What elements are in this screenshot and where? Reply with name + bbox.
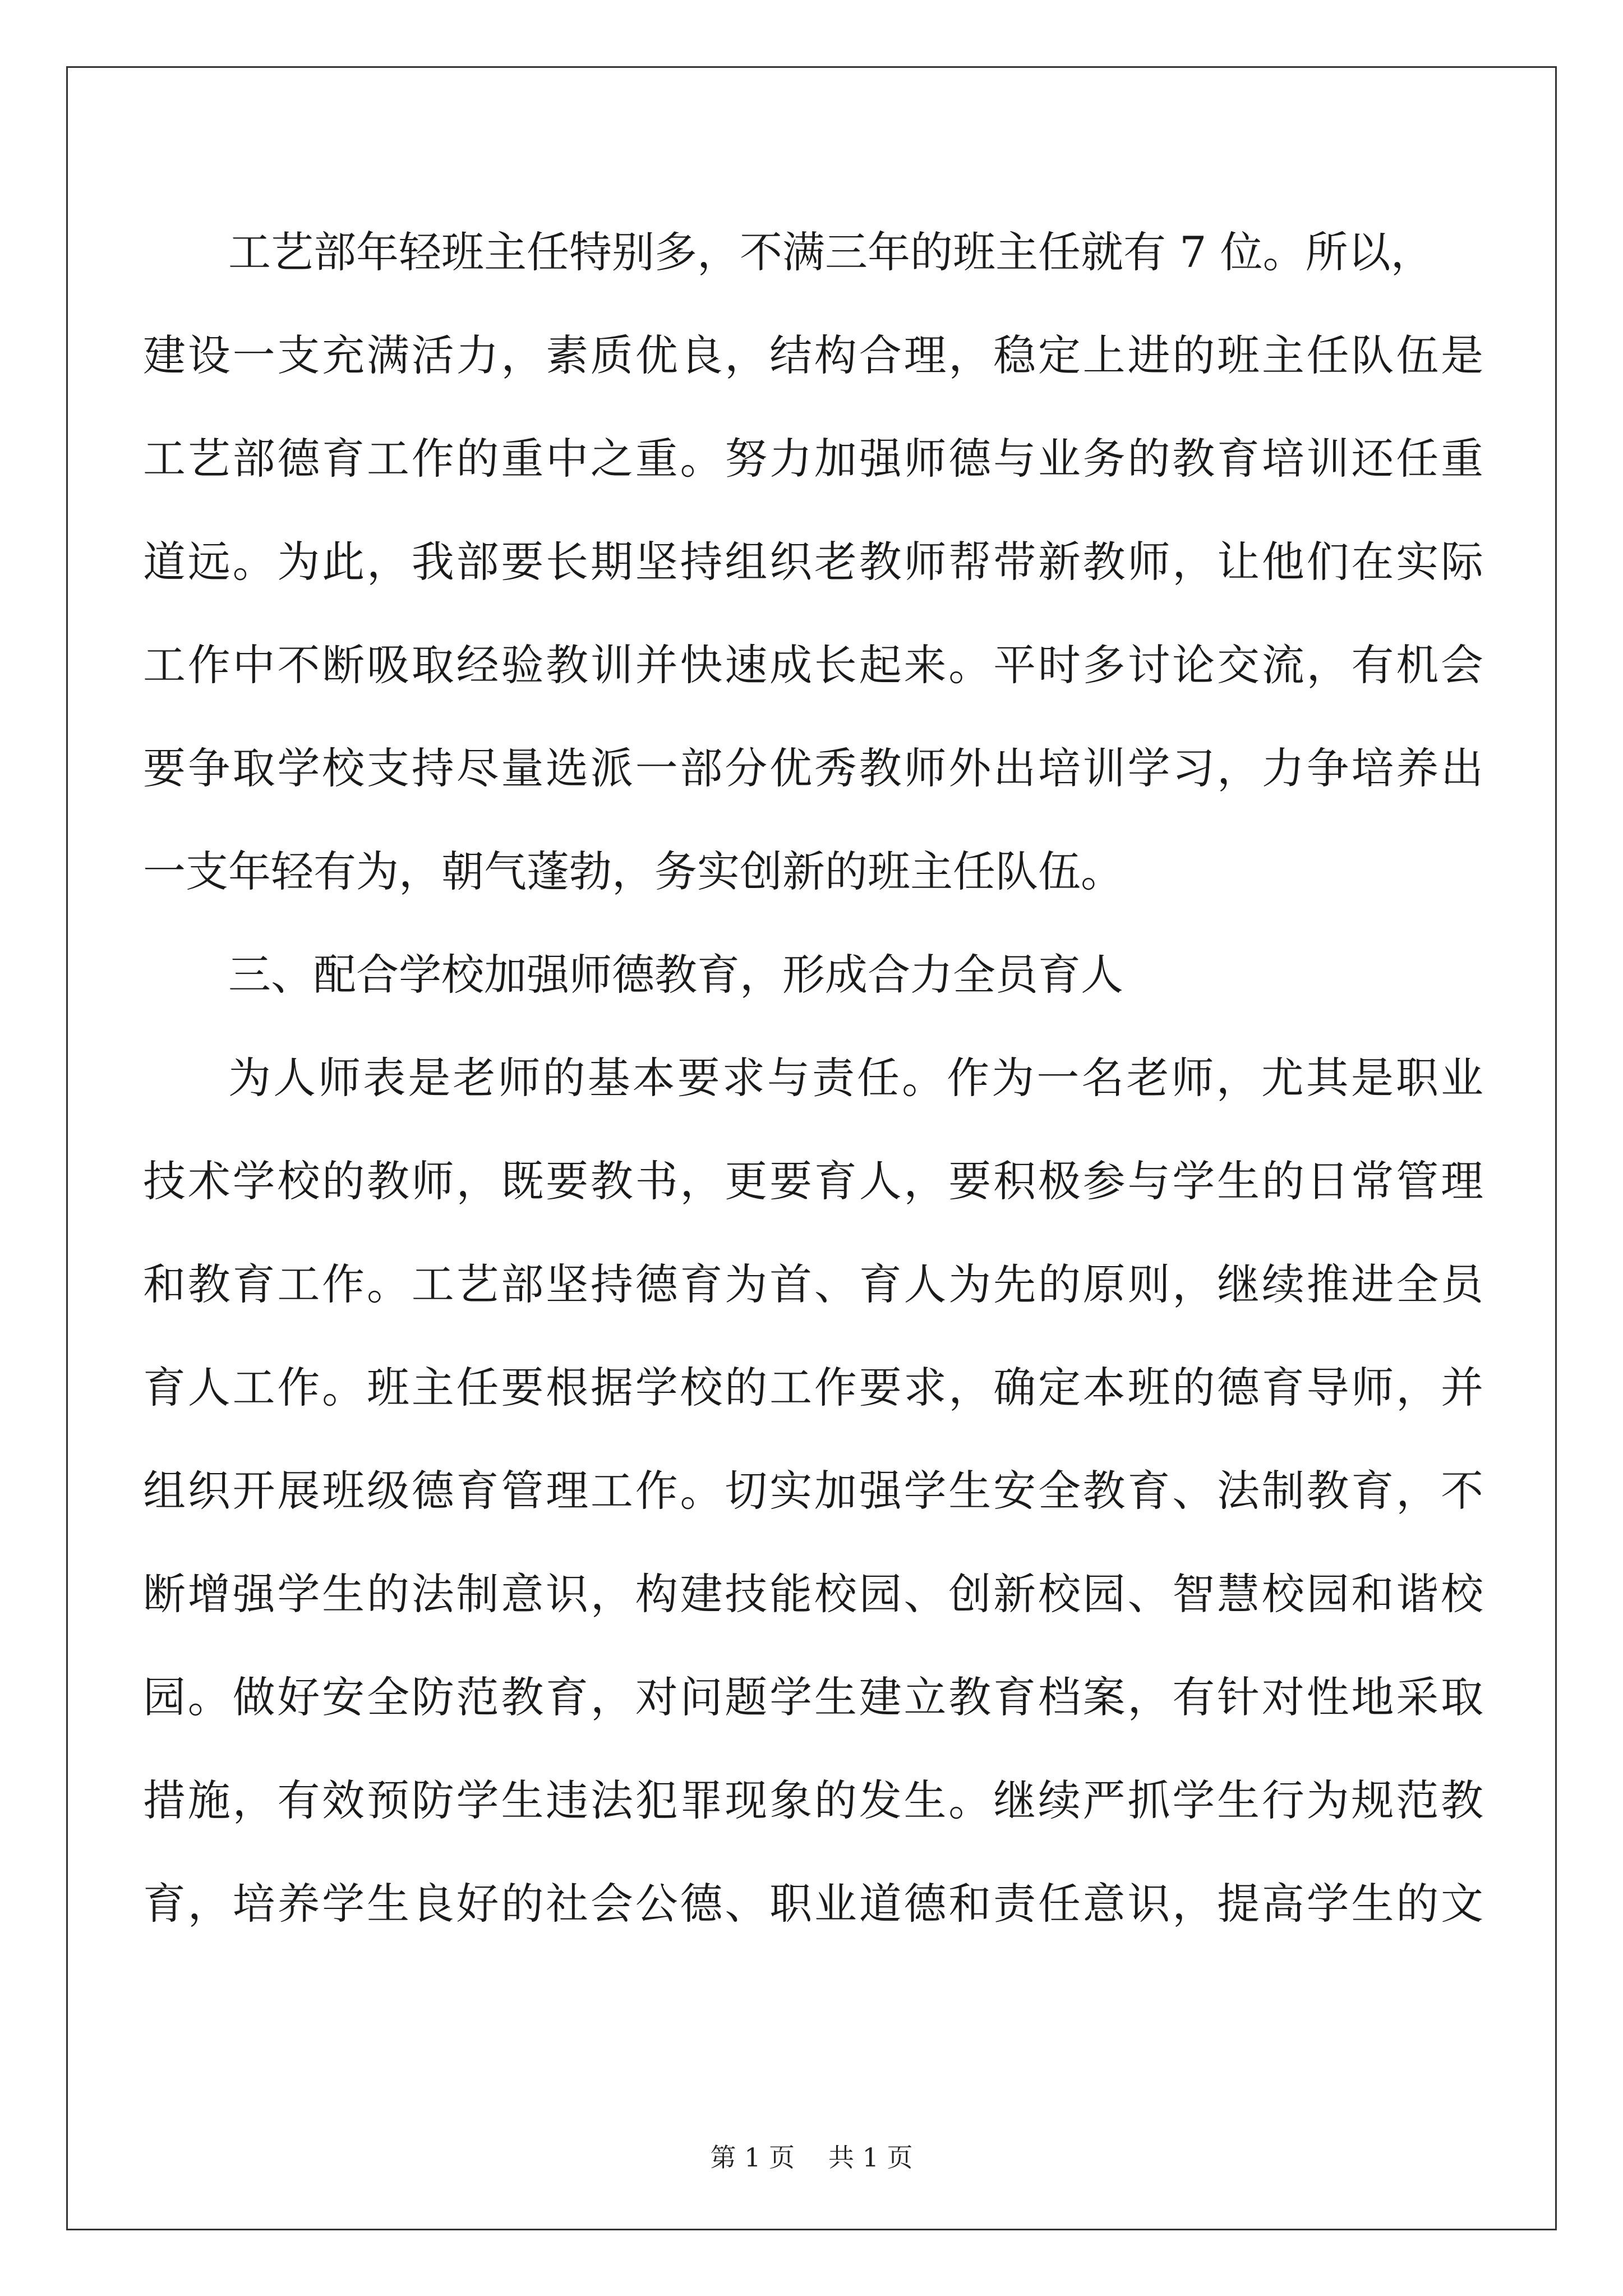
paragraph-line: 工作中不断吸取经验教训并快速成长起来。平时多讨论交流，有机会 <box>143 640 1483 690</box>
page-footer <box>0 2141 1623 2174</box>
paragraph-line: 组织开展班级德育管理工作。切实加强学生安全教育、法制教育，不 <box>143 1466 1483 1516</box>
paragraph-line: 技术学校的教师，既要教书，更要育人，要积极参与学生的日常管理 <box>143 1156 1483 1206</box>
page-total: 共 1 页 <box>828 2142 913 2173</box>
page-number: 第 1 页 <box>710 2142 795 2173</box>
paragraph-line: 工艺部年轻班主任特别多，不满三年的班主任就有 7 位。所以， <box>228 227 1433 277</box>
paragraph-line: 育人工作。班主任要根据学校的工作要求，确定本班的德育导师，并 <box>143 1363 1483 1412</box>
paragraph-line: 工艺部德育工作的重中之重。努力加强师德与业务的教育培训还任重 <box>143 434 1483 484</box>
paragraph-line: 园。做好安全防范教育，对问题学生建立教育档案，有针对性地采取 <box>143 1672 1483 1722</box>
paragraph-line: 要争取学校支持尽量选派一部分优秀教师外出培训学习，力争培养出 <box>143 743 1483 793</box>
paragraph-line: 育，培养学生良好的社会公德、职业道德和责任意识，提高学生的文 <box>143 1879 1483 1929</box>
document-body <box>143 201 1483 1955</box>
section-heading: 三、配合学校加强师德教育，形成合力全员育人 <box>228 950 1123 1000</box>
paragraph-line: 措施，有效预防学生违法犯罪现象的发生。继续严抓学生行为规范教 <box>143 1775 1483 1825</box>
paragraph-line: 和教育工作。工艺部坚持德育为首、育人为先的原则，继续推进全员 <box>143 1259 1483 1309</box>
paragraph-line: 建设一支充满活力，素质优良，结构合理，稳定上进的班主任队伍是 <box>143 330 1483 380</box>
paragraph-line: 一支年轻有为，朝气蓬勃，务实创新的班主任队伍。 <box>143 846 1123 896</box>
paragraph-line: 为人师表是老师的基本要求与责任。作为一名老师，尤其是职业 <box>228 1053 1483 1103</box>
paragraph-line: 道远。为此，我部要长期坚持组织老教师帮带新教师，让他们在实际 <box>143 537 1483 587</box>
paragraph-line: 断增强学生的法制意识，构建技能校园、创新校园、智慧校园和谐校 <box>143 1569 1483 1619</box>
